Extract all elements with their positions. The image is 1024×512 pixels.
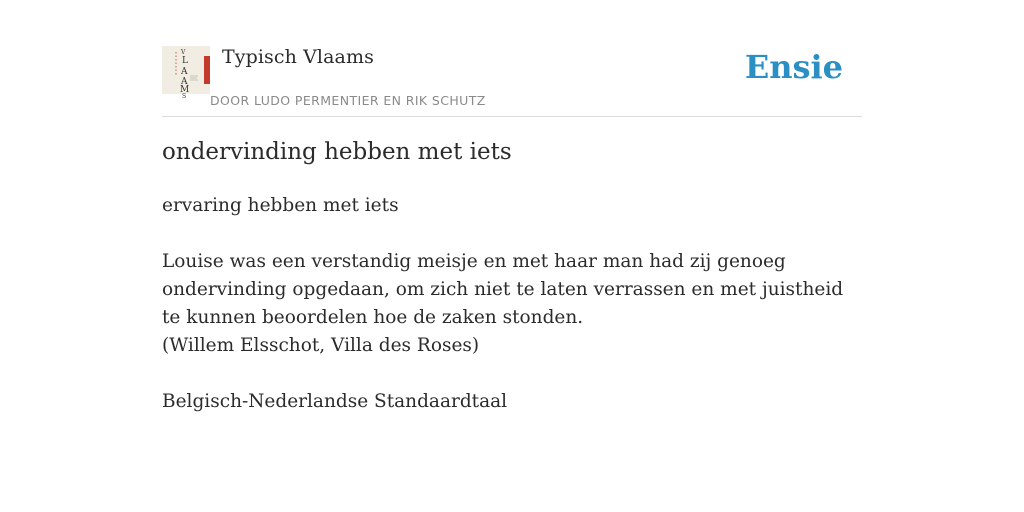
source-header bbox=[162, 44, 862, 117]
logo-letter-1: V bbox=[181, 49, 186, 56]
spacer bbox=[162, 360, 862, 388]
entry-title: ondervinding hebben met iets bbox=[162, 139, 512, 165]
ensie-logo-link[interactable]: Ensie bbox=[744, 48, 843, 86]
logo-letter-3: A bbox=[181, 67, 188, 77]
entry-category: Belgisch-Nederlandse Standaardtaal bbox=[162, 391, 508, 412]
source-avatar[interactable] bbox=[162, 46, 210, 100]
source-title[interactable]: Typisch Vlaams bbox=[222, 46, 374, 68]
logo-letter-4: A bbox=[181, 77, 188, 87]
source-authors: DOOR LUDO PERMENTIER EN RIK SCHUTZ bbox=[210, 93, 486, 108]
entry-citation: (Willem Elsschot, Villa des Roses) bbox=[162, 335, 480, 356]
entry-content bbox=[162, 192, 862, 416]
entry-definition: ervaring hebben met iets bbox=[162, 195, 399, 216]
logo-letter-6: S bbox=[182, 93, 187, 100]
logo-letter-5: M bbox=[180, 85, 190, 95]
book-cover-logo-icon bbox=[162, 46, 210, 100]
entry-example: Louise was een verstandig meisje en met haar man had zij genoeg ondervinding opgedaan, om zich niet te laten verrassen en met juistheid te kunnen beoordelen hoe de zaken stonden. bbox=[162, 251, 844, 328]
logo-letter-2: L bbox=[182, 56, 188, 66]
spacer bbox=[162, 220, 862, 248]
